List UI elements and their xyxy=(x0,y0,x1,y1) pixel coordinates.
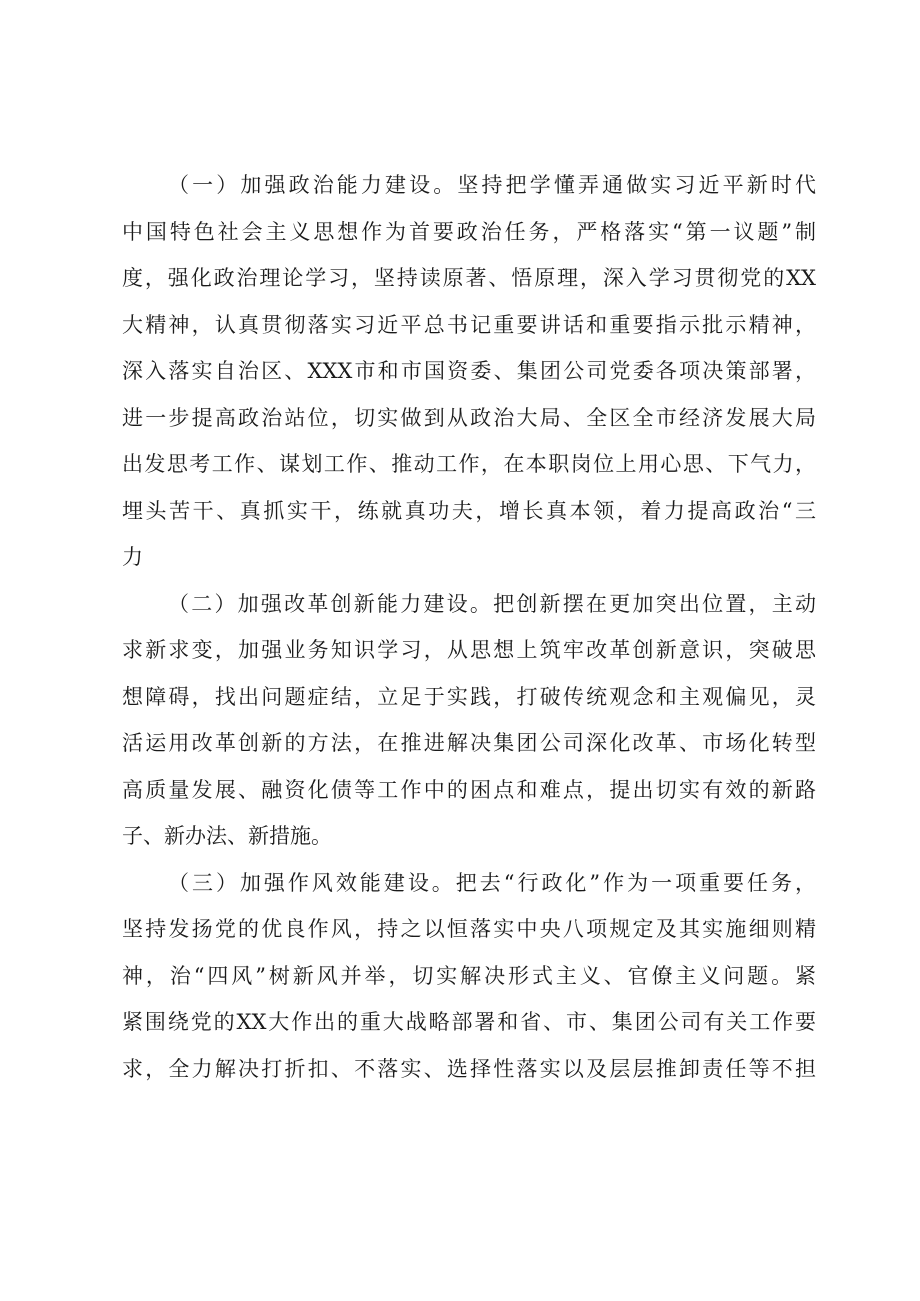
paragraph-line: 深入落实自治区、XXX市和市国资委、集团公司党委各项决策部署， xyxy=(122,359,816,383)
paragraph-line: 埋头苦干、真抓实干，练就真功夫，增长真本领，着力提高政治“三 xyxy=(122,498,816,523)
paragraph-line: 力 xyxy=(122,545,143,569)
paragraph-line: 坚持发扬党的优良作风，持之以恒落实中央八项规定及其实施细则精 xyxy=(122,917,816,941)
paragraph-reform-innovation xyxy=(122,581,816,860)
paragraph-line: 进一步提高政治站位，切实做到从政治大局、全区全市经济发展大局 xyxy=(122,405,816,430)
paragraph-line: 紧围绕党的XX大作出的重大战略部署和省、市、集团公司有关工作要 xyxy=(122,1010,816,1034)
paragraph-line: 高质量发展、融资化债等工作中的困点和难点，提出切实有效的新路 xyxy=(122,777,816,802)
paragraph-line: 求，全力解决打折扣、不落实、选择性落实以及层层推卸责任等不担 xyxy=(122,1056,816,1081)
paragraph-line: 出发思考工作、谋划工作、推动工作，在本职岗位上用心思、下气力， xyxy=(122,452,816,476)
paragraph-line: （一）加强政治能力建设。坚持把学懂弄通做实习近平新时代 xyxy=(168,173,816,197)
paragraph-line: 子、新办法、新措施。 xyxy=(122,824,332,848)
paragraph-line: 活运用改革创新的方法，在推进解决集团公司深化改革、市场化转型 xyxy=(122,731,816,755)
paragraph-line: （三）加强作风效能建设。把去“行政化”作为一项重要任务， xyxy=(168,870,816,895)
paragraph-line: （二）加强改革创新能力建设。把创新摆在更加突出位置，主动 xyxy=(168,591,816,616)
paragraph-line: 神，治“四风”树新风并举，切实解决形式主义、官僚主义问题。紧 xyxy=(122,963,816,988)
paragraph-political-ability xyxy=(122,162,816,581)
document-body xyxy=(122,162,816,1092)
paragraph-line: 中国特色社会主义思想作为首要政治任务，严格落实“第一议题”制 xyxy=(122,219,816,244)
paragraph-work-style xyxy=(122,860,816,1093)
paragraph-line: 求新求变，加强业务知识学习，从思想上筑牢改革创新意识，突破思 xyxy=(122,638,816,662)
paragraph-line: 大精神，认真贯彻落实习近平总书记重要讲话和重要指示批示精神， xyxy=(122,312,816,337)
paragraph-line: 度，强化政治理论学习，坚持读原著、悟原理，深入学习贯彻党的XX xyxy=(122,266,816,290)
paragraph-line: 想障碍，找出问题症结，立足于实践，打破传统观念和主观偏见，灵 xyxy=(122,684,816,709)
